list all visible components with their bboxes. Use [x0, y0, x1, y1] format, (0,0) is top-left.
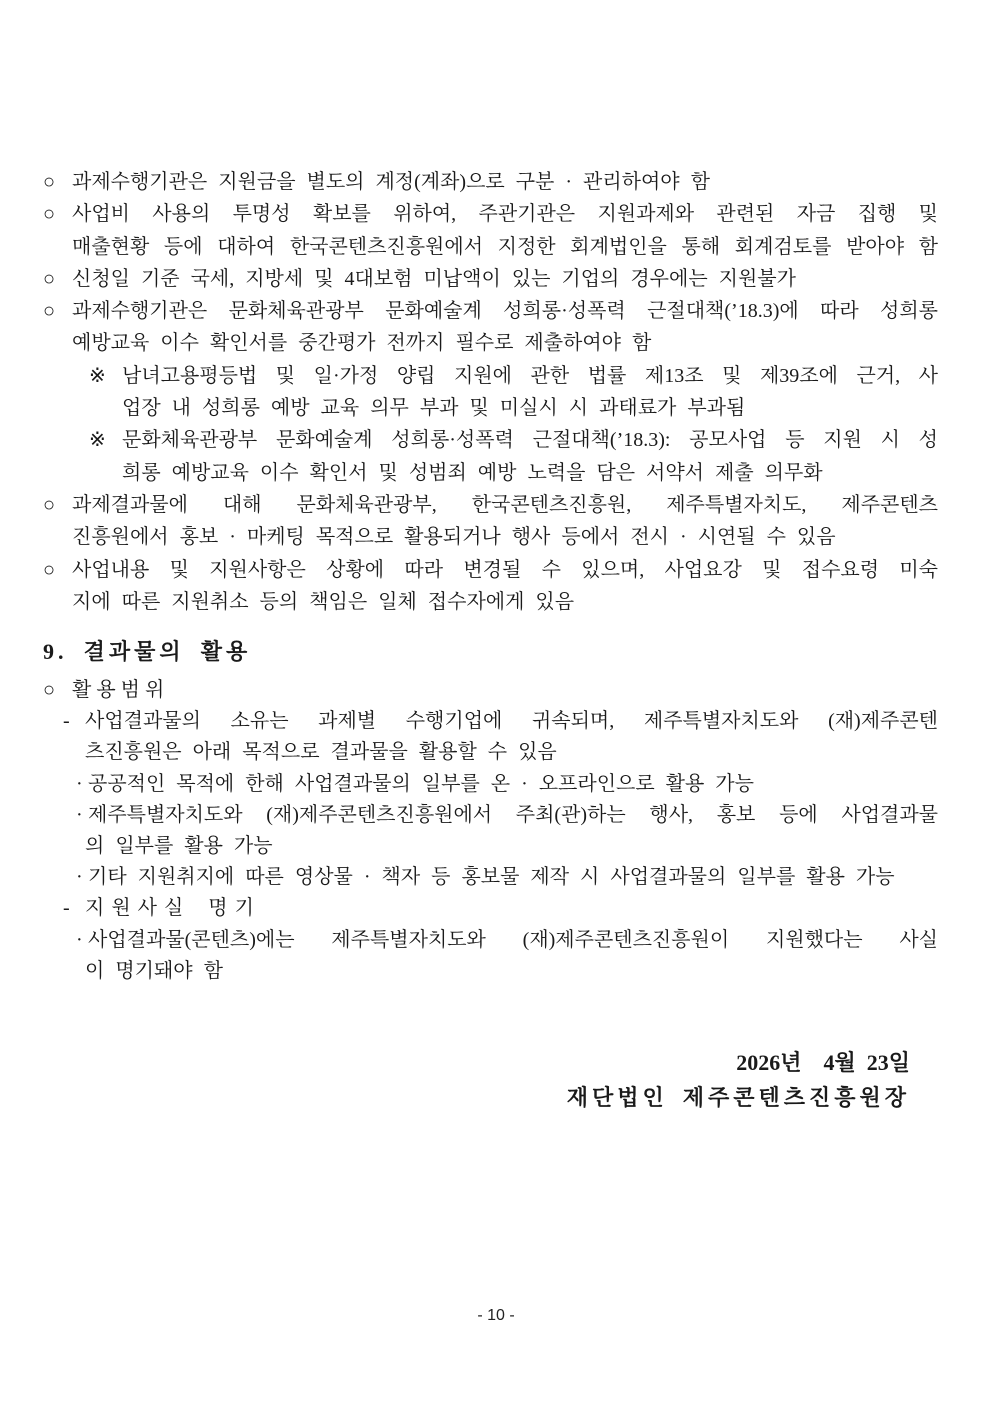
list-item	[43, 554, 938, 586]
line-text: 사업비 사용의 투명성 확보를 위하여, 주관기관은 지원과제와 관련된 자금 집행 및	[72, 203, 938, 226]
dot-item	[43, 800, 938, 831]
closing-block	[390, 1046, 910, 1115]
line-text: 츠진흥원은 아래 목적으로 결과물을 활용할 수 있음	[85, 741, 557, 764]
list-item	[43, 263, 938, 295]
dash-bullet: -	[63, 897, 70, 920]
line-text: 과제수행기관은 문화체육관광부 문화예술계 성희롱·성폭력 근절대책(’18.3)에 따라 성희롱	[72, 300, 938, 323]
list-item-continuation	[43, 327, 938, 359]
dot-bullet: ·	[76, 866, 83, 889]
line-text: 사업결과물(콘텐츠)에는 제주특별자치도와 (재)제주콘텐츠진흥원이 지원했다는 사실	[88, 928, 938, 951]
line-text: 과제결과물에 대해 문화체육관광부, 한국콘텐츠진흥원, 제주특별자치도, 제주콘텐츠	[72, 493, 938, 516]
line-text: 지에 따른 지원취소 등의 책임은 일체 접수자에게 있음	[72, 590, 575, 613]
line-text: 기타 지원취지에 따른 영상물 · 책자 등 홍보물 제작 시 사업결과물의 일부를 활용 가능	[88, 866, 895, 889]
dot-item	[43, 925, 938, 956]
line-text: 공공적인 목적에 한해 사업결과물의 일부를 온 · 오프라인으로 활용 가능	[88, 772, 754, 795]
note-item	[43, 424, 938, 456]
dot-item-continuation	[43, 956, 938, 987]
note-item	[43, 360, 938, 392]
sub-item	[43, 706, 938, 737]
line-text: 사업결과물의 소유는 과제별 수행기업에 귀속되며, 제주특별자치도와 (재)제주콘텐	[85, 710, 938, 733]
section-heading: 9. 결과물의 활용	[43, 639, 252, 664]
list-item	[43, 295, 938, 327]
sub-item-continuation	[43, 737, 938, 768]
line-text: 사업내용 및 지원사항은 상황에 따라 변경될 수 있으며, 사업요강 및 접수요령 미숙	[72, 558, 938, 581]
issue-date: 2026년 4월 23일	[736, 1050, 910, 1075]
list-item	[43, 489, 938, 521]
dot-item	[43, 769, 938, 800]
usage-section	[43, 675, 938, 987]
line-text: 활용범위	[72, 679, 170, 701]
dot-item-continuation	[43, 831, 938, 862]
dot-item	[43, 862, 938, 893]
reference-mark: ※	[89, 364, 106, 387]
sub-item	[43, 893, 938, 924]
bullet-circle: ○	[43, 300, 56, 323]
line-text: 예방교육 이수 확인서를 중간평가 전까지 필수로 제출하여야 함	[72, 332, 652, 355]
bullet-circle: ○	[43, 203, 56, 226]
line-text: 지원사실 명기	[85, 897, 261, 920]
list-item-continuation	[43, 521, 938, 553]
bullet-circle: ○	[43, 679, 56, 701]
line-text: 제주특별자치도와 (재)제주콘텐츠진흥원에서 주최(관)하는 행사, 홍보 등에 사업결과물	[88, 803, 938, 826]
line-text: 업장 내 성희롱 예방 교육 의무 부과 및 미실시 시 과태료가 부과됨	[122, 397, 746, 420]
line-text: 진흥원에서 홍보 · 마케팅 목적으로 활용되거나 행사 등에서 전시 · 시연될 수 있음	[72, 526, 836, 549]
page-number: - 10 -	[477, 1307, 515, 1324]
issuer-name: 재단법인 제주콘텐츠진흥원장	[566, 1084, 910, 1110]
line-text: 문화체육관광부 문화예술계 성희롱·성폭력 근절대책(’18.3): 공모사업 등 지원 시 성	[122, 429, 938, 452]
dot-bullet: ·	[76, 772, 83, 795]
dot-bullet: ·	[76, 803, 83, 826]
note-item-continuation	[43, 392, 938, 424]
line-text: 과제수행기관은 지원금을 별도의 계정(계좌)으로 구분 · 관리하여야 함	[72, 171, 710, 193]
line-text: 매출현황 등에 대하여 한국콘텐츠진흥원에서 지정한 회계법인을 통해 회계검토를 받아야 함	[72, 235, 938, 258]
bullet-circle: ○	[43, 558, 56, 581]
list-item-continuation	[43, 231, 938, 263]
line-text: 희롱 예방교육 이수 확인서 및 성범죄 예방 노력을 담은 서약서 제출 의무화	[122, 461, 823, 484]
line-text: 이 명기돼야 함	[85, 959, 223, 982]
reference-mark: ※	[89, 429, 106, 452]
list-item	[43, 198, 938, 230]
list-item	[43, 675, 938, 706]
bullet-circle: ○	[43, 171, 56, 193]
list-item	[43, 166, 938, 198]
line-text: 신청일 기준 국세, 지방세 및 4대보험 미납액이 있는 기업의 경우에는 지원불가	[72, 267, 796, 290]
list-item-continuation	[43, 586, 938, 618]
dot-bullet: ·	[76, 928, 83, 951]
line-text: 의 일부를 활용 가능	[85, 834, 273, 857]
bullet-circle: ○	[43, 267, 56, 290]
line-text: 남녀고용평등법 및 일·가정 양립 지원에 관한 법률 제13조 및 제39조에 근거, 사	[122, 364, 938, 387]
bullet-circle: ○	[43, 493, 56, 516]
note-item-continuation	[43, 457, 938, 489]
dash-bullet: -	[63, 710, 70, 733]
notes-section	[43, 166, 938, 618]
